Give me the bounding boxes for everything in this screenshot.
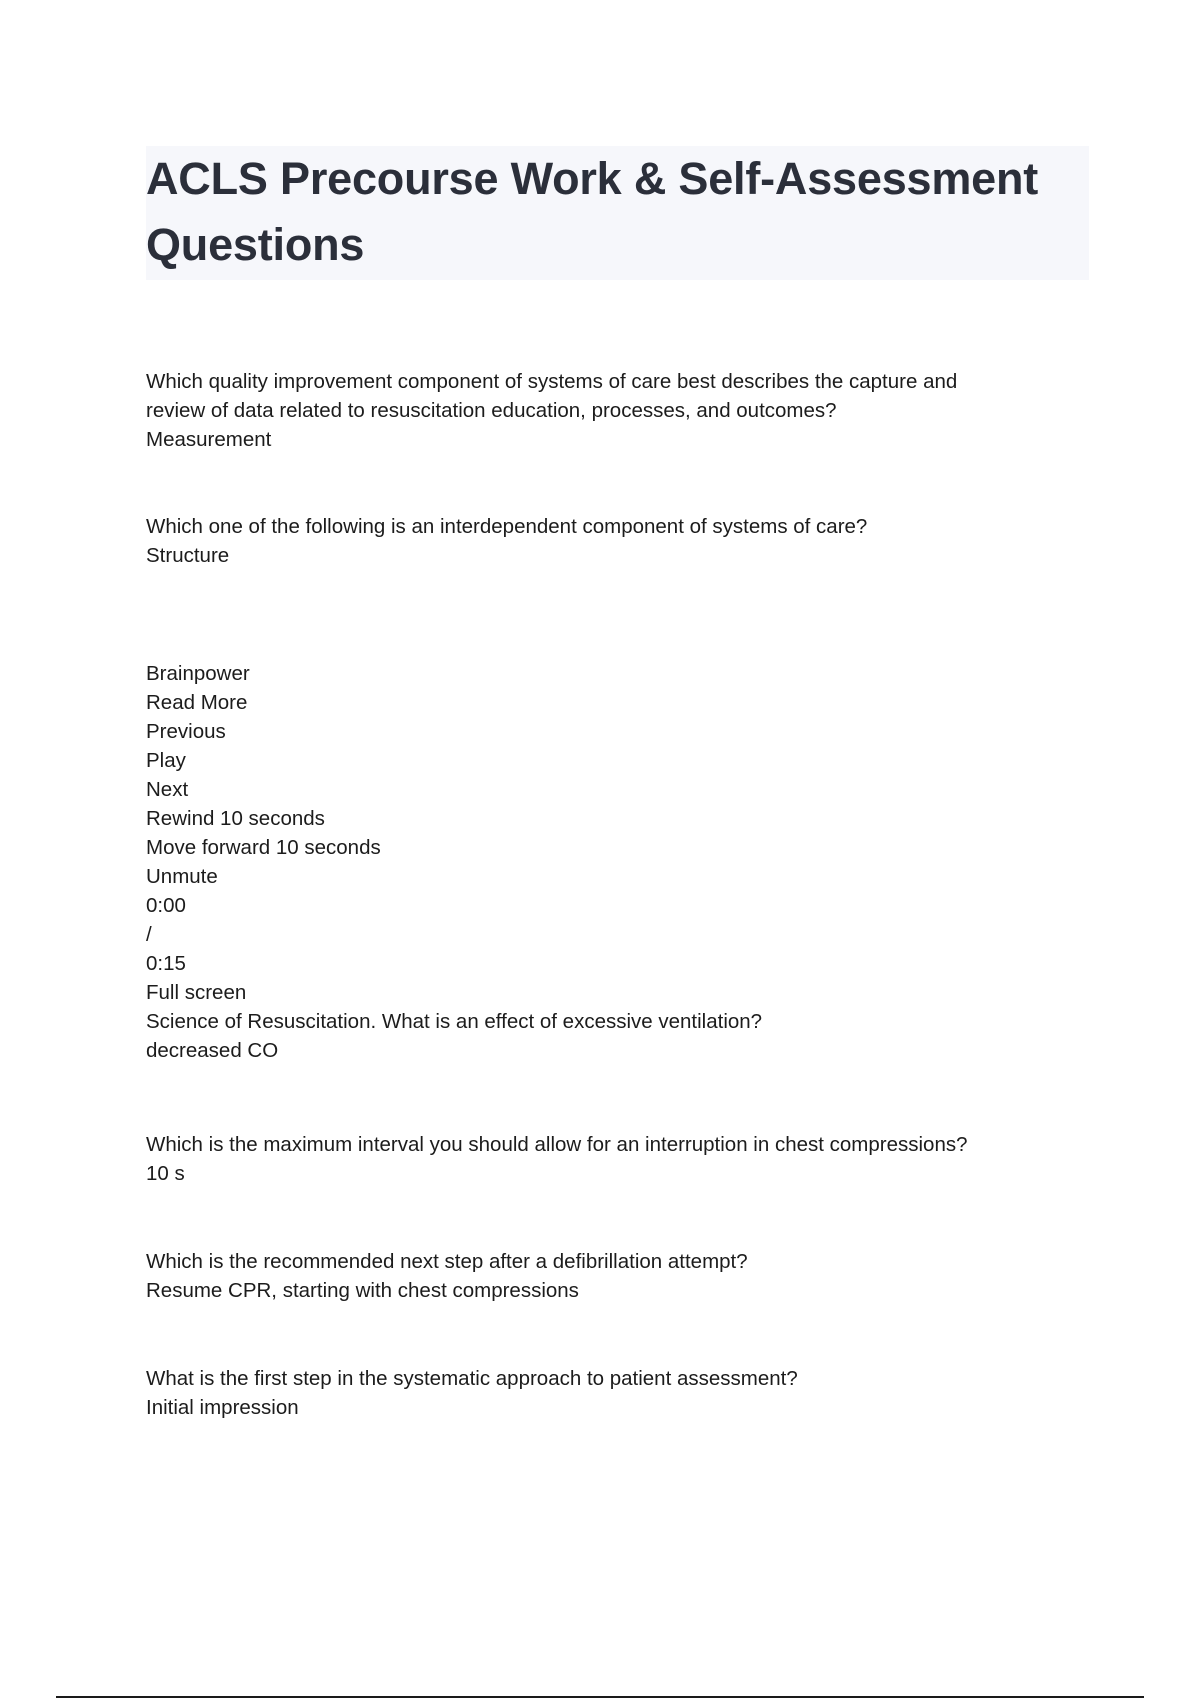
answer-6: Initial impression (146, 1396, 299, 1419)
unmute-button[interactable]: Unmute (146, 865, 218, 888)
document-title (146, 146, 1089, 278)
previous-button[interactable]: Previous (146, 720, 226, 743)
duration: 0:15 (146, 952, 186, 975)
answer-2: Structure (146, 544, 230, 567)
question-5: Which is the recommended next step after a defibrillation attempt? (146, 1250, 748, 1273)
forward-button[interactable]: Move forward 10 seconds (146, 836, 381, 859)
question-1-line-1: Which quality improvement component of systems of care best describes the capture and (146, 370, 958, 393)
next-button[interactable]: Next (146, 778, 189, 801)
title-line-1: ACLS Precourse Work & Self-Assessment (146, 153, 1039, 204)
answer-1: Measurement (146, 428, 272, 451)
question-2: Which one of the following is an interdependent component of systems of care? (146, 515, 868, 538)
question-3: Science of Resuscitation. What is an effect of excessive ventilation? (146, 1010, 763, 1033)
question-1-line-2: review of data related to resuscitation education, processes, and outcomes? (146, 399, 837, 422)
fullscreen-button[interactable]: Full screen (146, 981, 247, 1004)
current-time: 0:00 (146, 894, 186, 917)
title-block (146, 146, 1089, 280)
answer-5: Resume CPR, starting with chest compressions (146, 1279, 579, 1302)
rewind-button[interactable]: Rewind 10 seconds (146, 807, 325, 830)
page-divider (56, 1696, 1144, 1698)
answer-4: 10 s (146, 1162, 185, 1185)
answer-3: decreased CO (146, 1039, 279, 1062)
player-brand: Brainpower (146, 662, 250, 685)
read-more-link[interactable]: Read More (146, 691, 248, 714)
question-6: What is the first step in the systematic approach to patient assessment? (146, 1367, 798, 1390)
title-line-2: Questions (146, 219, 365, 270)
question-4: Which is the maximum interval you should allow for an interruption in chest compressions? (146, 1133, 968, 1156)
time-separator: / (146, 923, 152, 946)
play-button[interactable]: Play (146, 749, 186, 772)
